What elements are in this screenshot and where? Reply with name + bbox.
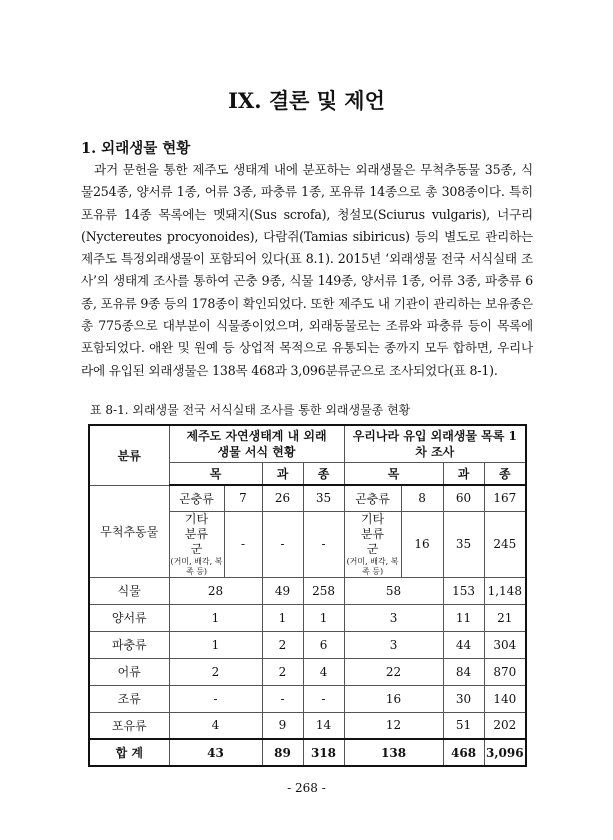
row-label: 식물 [89, 577, 169, 604]
cell: 1 [169, 604, 262, 631]
alien-species-table [88, 424, 527, 767]
total-label: 합 계 [89, 739, 169, 766]
cell: 28 [169, 577, 262, 604]
cell: 22 [344, 658, 443, 685]
cell: - [169, 685, 262, 712]
row-label: 조류 [89, 685, 169, 712]
other-note: (거미, 배각, 복족 등) [170, 556, 223, 576]
row-label: 양서류 [89, 604, 169, 631]
section-heading: 1. 외래생물 현황 [81, 140, 191, 157]
sub-label [344, 511, 401, 577]
table-row [89, 685, 526, 712]
cell: 1 [303, 604, 344, 631]
cell: 51 [443, 712, 484, 739]
header-order: 목 [169, 462, 262, 485]
cell: 16 [344, 685, 443, 712]
cell: 49 [262, 577, 303, 604]
table-row [89, 658, 526, 685]
page-number: - 268 - [287, 781, 326, 795]
header-category: 분류 [89, 425, 169, 485]
header-order: 목 [344, 462, 443, 485]
cell: 2 [262, 658, 303, 685]
cell: 84 [443, 658, 484, 685]
cell: 11 [443, 604, 484, 631]
header-family: 과 [443, 462, 484, 485]
table-row [89, 577, 526, 604]
cell: 7 [224, 485, 262, 511]
header-korea: 우리나라 유입 외래생물 목록 1차 조사 [344, 425, 526, 462]
cell: 4 [303, 658, 344, 685]
row-label: 어류 [89, 658, 169, 685]
cell: 2 [262, 631, 303, 658]
cell: - [262, 685, 303, 712]
body-text [81, 159, 533, 382]
table-row [89, 631, 526, 658]
cell: 202 [484, 712, 526, 739]
header-species: 종 [484, 462, 526, 485]
cell: 3 [344, 604, 443, 631]
cell: 153 [443, 577, 484, 604]
header-jeju: 제주도 자연생태계 내 외래생물 서식 현황 [169, 425, 344, 462]
sub-label: 곤충류 [344, 485, 401, 511]
row-label: 포유류 [89, 712, 169, 739]
row-label: 무척추동물 [89, 485, 169, 577]
total-row [89, 739, 526, 766]
cell: 870 [484, 658, 526, 685]
cell: 468 [443, 739, 484, 766]
cell: 60 [443, 485, 484, 511]
table-row [89, 712, 526, 739]
cell: 318 [303, 739, 344, 766]
cell: 8 [401, 485, 443, 511]
cell: 6 [303, 631, 344, 658]
cell: - [303, 511, 344, 577]
cell: 1,148 [484, 577, 526, 604]
sub-label [169, 511, 224, 577]
other-note: (거미, 배각, 복족 등) [346, 556, 399, 576]
cell: 258 [303, 577, 344, 604]
cell: 89 [262, 739, 303, 766]
paragraph: 과거 문헌을 통한 제주도 생태계 내에 분포하는 외래생물은 무척추동물 35종, 식물254종, 양서류 1종, 어류 3종, 파충류 1종, 포유류 14종으로 총 308종이다. 특히 포유류 14종 목록에는 멧돼지(Sus scrofa), 청설모(Sciurus vulgaris), 너구리(Nyctereutes procyonoides), 다람쥐(Tamias sibiricus) 등의 별도로 관리하는 제주도 특정외래생물이 포함되어 있다(표 8.1). 2015년 ‘외래생물 전국 서식실태 조사’의 생태계 조사를 통하여 곤충 9종, 식물 149종, 양서류 1종, 어류 3종, 파충류 6종, 포유류 9종 등의 178종이 확인되었다. 또한 제주도 내 기관이 관리하는 보유종은 총 775종으로 대부분이 식물종이었으며, 외래동물로는 조류와 파충류 등이 목록에 포함되었다. 애완 및 원예 등 상업적 목적으로 유통되는 종까지 모두 합하면, 우리나라에 유입된 외래생물은 138목 468과 3,096분류군으로 조사되었다(표 8-1). [81, 162, 533, 378]
cell: 9 [262, 712, 303, 739]
cell: 3,096 [484, 739, 526, 766]
cell: 1 [262, 604, 303, 631]
cell: 304 [484, 631, 526, 658]
other-label: 기타 분류군 [184, 511, 209, 556]
header-species: 종 [303, 462, 344, 485]
cell: 43 [169, 739, 262, 766]
table-row [89, 604, 526, 631]
cell: 21 [484, 604, 526, 631]
cell: 2 [169, 658, 262, 685]
cell: 58 [344, 577, 443, 604]
cell: 12 [344, 712, 443, 739]
header-family: 과 [262, 462, 303, 485]
cell: 16 [401, 511, 443, 577]
row-label: 파충류 [89, 631, 169, 658]
cell: 4 [169, 712, 262, 739]
cell: 3 [344, 631, 443, 658]
cell: - [262, 511, 303, 577]
cell: 14 [303, 712, 344, 739]
table-caption: 표 8-1. 외래생물 전국 서식실태 조사를 통한 외래생물종 현황 [90, 403, 411, 417]
cell: 35 [303, 485, 344, 511]
cell: 1 [169, 631, 262, 658]
sub-label: 곤충류 [169, 485, 224, 511]
cell: 138 [344, 739, 443, 766]
cell: - [303, 685, 344, 712]
cell: 35 [443, 511, 484, 577]
table-row [89, 485, 526, 511]
cell: 26 [262, 485, 303, 511]
cell: - [224, 511, 262, 577]
cell: 167 [484, 485, 526, 511]
cell: 140 [484, 685, 526, 712]
cell: 245 [484, 511, 526, 577]
chapter-title: IX. 결론 및 제언 [228, 88, 385, 113]
cell: 44 [443, 631, 484, 658]
cell: 30 [443, 685, 484, 712]
other-label: 기타 분류군 [360, 511, 385, 556]
